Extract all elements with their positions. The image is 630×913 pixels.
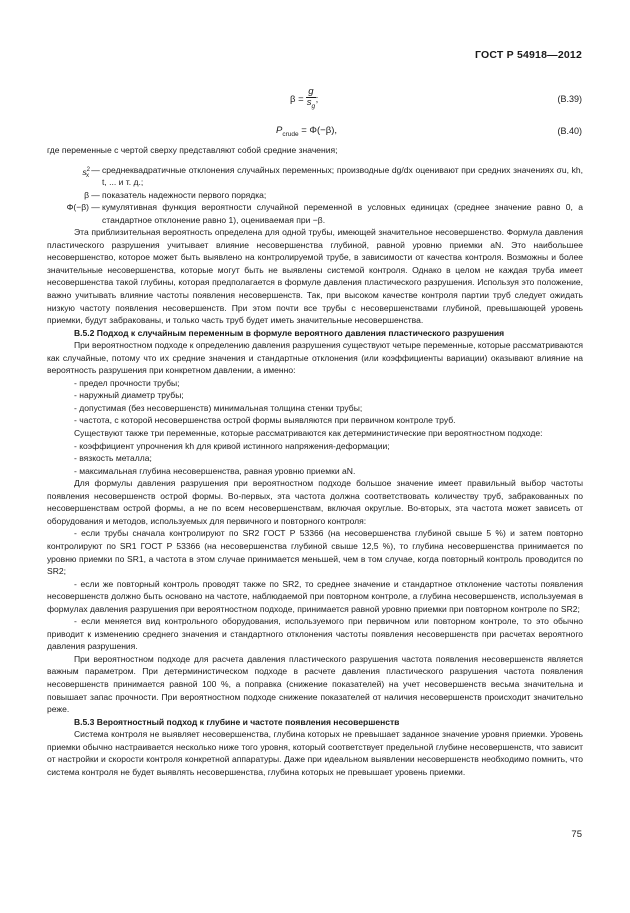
definition-item: Φ(−β) — кумулятивная функция вероятности случайной переменной в условных единицах (среднее значение равно 0, а стандартное отклонение равно 1), оцениваемая при −β. bbox=[47, 201, 583, 226]
section-heading: В.5.2 Подход к случайным переменным в формуле вероятного давления пластического разрушения bbox=[74, 327, 505, 338]
paragraph: Эта приблизительная вероятность определена для одной трубы, имеющей значительное несовершенство. Формула давления пластического разрушения учитывает влияние несовершенства глубиной, равной уровню приемки aN. Это наибольшее несовершенство, которое может быть выявлено на контролируемой трубе, в зависимости от качества контроля. Возможны и более значительные несовершенства, которые могут быть не выявлены системой контроля. Однако в целом не каждая труба имеет несовершенства такой глубины, которая предполагается в формуле давления пластического разрушения. Используя это положение, важно учитывать влияние частоты появления несовершенств. Так, при высоком качестве контроля партии труб следует ожидать низкую частоту появления несовершенств. При этом почти все трубы с несовершенствами глубиной, превышающей уровень приемки, будут забракованы, и только часть труб будет иметь значительные несовершенства. bbox=[47, 227, 583, 326]
list-item: - максимальная глубина несовершенства, равная уровню приемки aN. bbox=[74, 465, 356, 476]
formula-tail: ; bbox=[315, 93, 319, 105]
list-item: - частота, с которой несовершенства острой формы выявляются при первичном контроле труб. bbox=[74, 415, 456, 426]
definition-text: среднеквадратичные отклонения случайных переменных; производные dg/dx оценивают при средних значениях σu, kh, t, ... и т. д.; bbox=[102, 164, 583, 188]
paragraph: - если же повторный контроль проводят также по SR2, то среднее значение и стандартное отклонение частоты появления несовершенств должно быть основано на частоте, наблюдаемой при повторном контроле, а глубина несовершенств, используемая в формулах давления разрушения при вероятностном подходе, принимается равной уровню приемки при повторном контроле по SR2; bbox=[47, 578, 583, 614]
definition-symbol: β bbox=[84, 189, 89, 200]
list-item: - коэффициент упрочнения kh для кривой истинного напряжения-деформации; bbox=[74, 440, 390, 451]
formula-lhs: β = bbox=[290, 93, 304, 105]
paragraph: При вероятностном подходе к определению давления разрушения существуют четыре переменные, которые рассматриваются как случайные, потому что их средние значения и стандартные отклонения (или коэффициенты вариации) оказывают влияние на вероятность разрушения при конкретном давлении, а именно: bbox=[47, 340, 583, 376]
list-item: - вязкость металла; bbox=[74, 453, 152, 464]
section-heading: В.5.3 Вероятностный подход к глубине и частоте появления несовершенств bbox=[74, 716, 400, 727]
definitions-list bbox=[47, 164, 583, 227]
equation-number-b39: (В.39) bbox=[557, 94, 582, 104]
formula-denominator: $s_g$ bbox=[306, 97, 316, 110]
definitions-intro: где переменные с чертой сверху представляют собой средние значения; bbox=[47, 145, 338, 155]
document-header: ГОСТ Р 54918—2012 bbox=[474, 49, 582, 61]
formula-numerator: g bbox=[308, 86, 314, 97]
formula-b39 bbox=[290, 87, 318, 112]
definition-item: $s^2_x$ — среднеквадратичные отклонения случайных переменных; производные dg/dx оценивают при средних значениях σu, kh, t, ... и т. д.; bbox=[47, 164, 583, 189]
definition-text: кумулятивная функция вероятности случайной переменной в условных единицах (среднее значение равно 0, а стандартное отклонение равно 1), оцениваемая при −β. bbox=[102, 202, 583, 225]
page-number: 75 bbox=[571, 829, 582, 840]
paragraph: Для формулы давления разрушения при вероятностном подходе большое значение имеет правильный выбор частоты появления несовершенств острой формы. Во-первых, эта частота должна соответствовать количеству труб, забракованных по несовершенствам острой формы, а не по всем несовершенствам, включая округлые. Во-вторых, эта частота может зависеть от оборудования и методов, используемых для первичного и повторного контроля: bbox=[47, 478, 583, 526]
definition-text: показатель надежности первого порядка; bbox=[102, 189, 267, 200]
formula-b40: $P_{crude} = \Phi(-\beta)$, bbox=[276, 125, 337, 138]
paragraph: При вероятностном подходе для расчета давления пластического разрушения частота появления несовершенств является важным параметром. При детерминистическом подходе в расчете давления пластического разрушения частота появления несовершенств принимается равной 100 %, а поправка (снижение показателей) на учет несовершенств весьма значительна и повышает запас прочности. При вероятностном подходе снижение показателей от наличия несовершенств происходит значительно реже. bbox=[47, 653, 583, 715]
formula-fraction bbox=[306, 87, 315, 112]
list-item: - предел прочности трубы; bbox=[74, 377, 180, 388]
list-item: - допустимая (без несовершенств) минимальная толщина стенки трубы; bbox=[74, 402, 363, 413]
list-item: - наружный диаметр трубы; bbox=[74, 390, 184, 401]
paragraph: - если меняется вид контрольного оборудования, используемого при первичном или повторном контроле, то это обычно приводит к изменению среднего значения и стандартного отклонения частоты появления несовершенств при расчетах вероятного давления разрушения. bbox=[47, 616, 583, 652]
paragraph: Система контроля не выявляет несовершенства, глубина которых не превышает заданное значение уровня приемки. Уровень приемки обычно настраивается несколько ниже того уровня, который соответствует предельной глубине несовершенств, что зависит от настройки и скорости контроля конкретной аппаратуры. Даже при идеальном выявлении несовершенств необходимо помнить, что система контроля не будет выявлять несовершенства, глубина которых не превышает уровень приемки. bbox=[47, 729, 583, 777]
equation-number-b40: (В.40) bbox=[557, 126, 582, 136]
paragraph: Существуют также три переменные, которые рассматриваются как детерминистические при вероятностном подходе: bbox=[74, 428, 543, 439]
body-text bbox=[47, 144, 583, 778]
definition-symbol: $s^2_x$ bbox=[82, 166, 90, 180]
definition-symbol: Φ(−β) bbox=[66, 202, 89, 213]
definition-item: β — показатель надежности первого порядка; bbox=[47, 189, 583, 202]
paragraph: - если трубы сначала контролируют по SR2 ГОСТ Р 53366 (на несовершенства глубиной свыше 5 %) и затем повторно контролируют по SR1 ГОСТ Р 53366 (на несовершенства глубиной свыше 12,5 %), то глубина несовершенства принимается по уровню приемки по SR1, а частота в этом случае принимается меньшей, чем в том случае, когда повторный контроль проводится по SR2; bbox=[47, 528, 583, 577]
